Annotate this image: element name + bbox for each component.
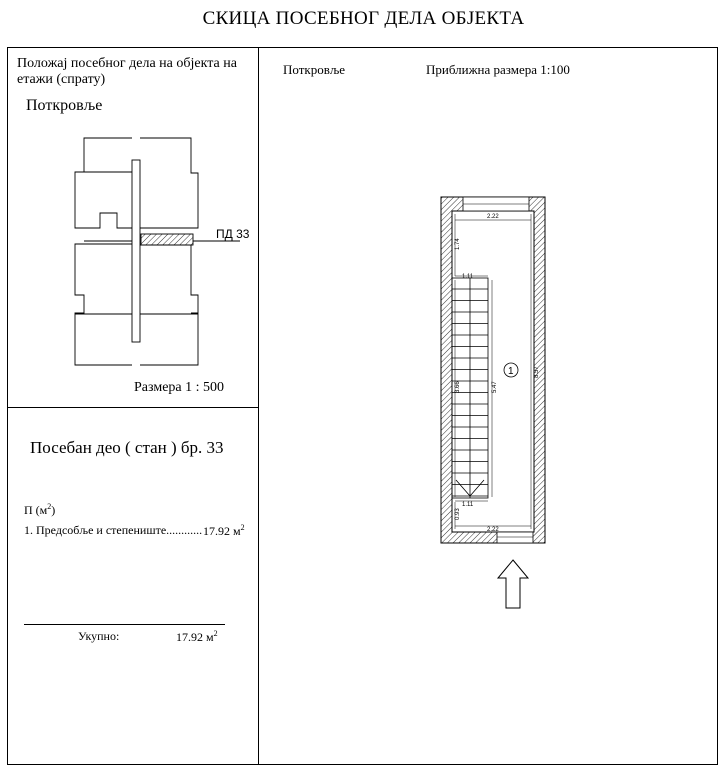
plan-room-interior [452, 211, 534, 532]
key-plan-corridor [132, 160, 140, 342]
plan-room-number: 1 [508, 366, 514, 377]
key-plan-lower-right-block [140, 245, 198, 365]
area-header-text: П (м [24, 503, 48, 517]
dim-stair-width-bottom: 1.11 [462, 502, 474, 508]
dim-bottom-width: 2.22 [487, 527, 499, 533]
key-plan-top-wing-left [84, 138, 132, 172]
area-header-end: ) [51, 503, 56, 517]
area-header-sup: 2 [47, 502, 52, 511]
key-plan-upper-left-block [75, 172, 132, 228]
location-floor-label: Поткровље [26, 97, 103, 114]
dim-stair-width-top: 1.11 [462, 274, 474, 280]
location-key-plan [75, 138, 240, 365]
plan-door-bottom [497, 532, 533, 543]
location-scale-label: Размера 1 : 500 [134, 380, 225, 395]
room-row-name: 1. Предсобље и степениште............ [24, 523, 203, 537]
room-area-value: 17.92 м [203, 524, 241, 538]
dim-left-upper: 1.74 [455, 238, 461, 250]
plan-scale-label: Приближна размера 1:100 [426, 62, 570, 77]
total-value-number: 17.92 м [176, 630, 214, 644]
unit-title: Посебан део ( стан ) бр. 33 [30, 438, 224, 457]
key-plan-lower-left-block [75, 244, 132, 365]
dim-stair-length: 5.47 [492, 381, 498, 393]
total-label: Укупно: [78, 629, 120, 643]
dim-left-middle: 3.66 [455, 381, 461, 393]
location-caption: Положај посебног дела на објекта на етажи (спрату) [17, 56, 237, 87]
page-title: СКИЦА ПОСЕБНОГ ДЕЛА ОБЈЕКТА [202, 8, 525, 29]
floor-plan [441, 197, 545, 608]
total-value-sup: 2 [213, 629, 218, 638]
room-area-sup: 2 [240, 523, 245, 532]
key-plan-top-wing-right [140, 138, 198, 228]
key-plan-marked-unit [141, 234, 193, 245]
entry-arrow-icon [498, 560, 528, 608]
plan-floor-label: Поткровље [283, 62, 346, 77]
dim-left-lower: 0.93 [455, 508, 461, 520]
dim-top-width: 2.22 [487, 214, 499, 220]
dim-right-total: 8.57 [534, 366, 540, 378]
key-plan-unit-marker: ПД 33 [216, 227, 250, 241]
